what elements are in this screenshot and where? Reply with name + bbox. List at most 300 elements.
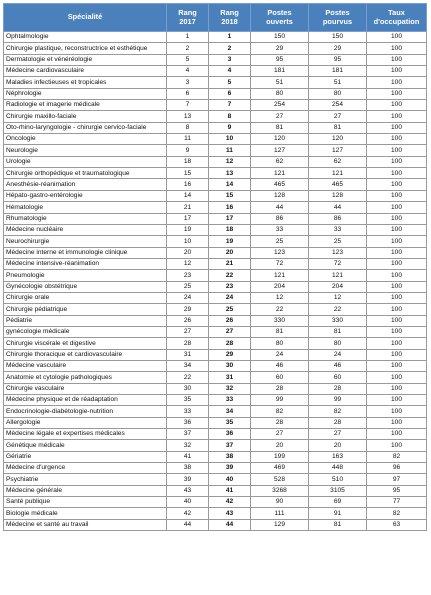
table-row: [4, 122, 427, 133]
cell-postes-pourvus: 80: [309, 338, 367, 349]
cell-postes-pourvus: 82: [309, 406, 367, 417]
cell-rang-2017: 13: [167, 111, 209, 122]
cell-taux-occupation: 100: [367, 43, 427, 54]
table-row: [4, 258, 427, 269]
table-row: [4, 43, 427, 54]
cell-postes-ouverts: 465: [251, 179, 309, 190]
cell-postes-pourvus: 62: [309, 156, 367, 167]
cell-taux-occupation: 100: [367, 66, 427, 77]
cell-specialite: Médecine vasculaire: [4, 360, 167, 371]
cell-taux-occupation: 100: [367, 281, 427, 292]
cell-postes-pourvus: 80: [309, 88, 367, 99]
cell-rang-2017: 15: [167, 168, 209, 179]
cell-postes-ouverts: 29: [251, 43, 309, 54]
cell-rang-2018: 29: [209, 349, 251, 360]
cell-taux-occupation: 100: [367, 406, 427, 417]
cell-rang-2017: 21: [167, 202, 209, 213]
cell-taux-occupation: 100: [367, 395, 427, 406]
cell-taux-occupation: 100: [367, 168, 427, 179]
cell-postes-pourvus: 28: [309, 417, 367, 428]
cell-taux-occupation: 100: [367, 315, 427, 326]
cell-taux-occupation: 82: [367, 451, 427, 462]
cell-taux-occupation: 100: [367, 202, 427, 213]
cell-specialite: Génétique médicale: [4, 440, 167, 451]
cell-postes-pourvus: 95: [309, 54, 367, 65]
cell-specialite: Médecine légale et expertises médicales: [4, 429, 167, 440]
cell-rang-2018: 8: [209, 111, 251, 122]
cell-rang-2018: 13: [209, 168, 251, 179]
cell-rang-2017: 42: [167, 508, 209, 519]
table-row: [4, 304, 427, 315]
table-row: [4, 463, 427, 474]
table-row: [4, 281, 427, 292]
cell-rang-2018: 36: [209, 429, 251, 440]
cell-postes-pourvus: 163: [309, 451, 367, 462]
table-row: [4, 66, 427, 77]
cell-rang-2018: 24: [209, 292, 251, 303]
cell-postes-ouverts: 330: [251, 315, 309, 326]
cell-postes-ouverts: 121: [251, 270, 309, 281]
cell-rang-2017: 3: [167, 77, 209, 88]
header-rang-2018-line2: 2018: [221, 16, 238, 26]
cell-postes-ouverts: 111: [251, 508, 309, 519]
cell-postes-ouverts: 181: [251, 66, 309, 77]
table-row: [4, 111, 427, 122]
header-rang-2017-line2: 2017: [179, 16, 196, 26]
table-row: [4, 54, 427, 65]
ranking-table-container: [3, 3, 426, 531]
cell-taux-occupation: 100: [367, 111, 427, 122]
cell-specialite: Dermatologie et vénéréologie: [4, 54, 167, 65]
table-row: [4, 88, 427, 99]
cell-rang-2017: 35: [167, 395, 209, 406]
cell-rang-2018: 1: [209, 32, 251, 43]
table-row: [4, 440, 427, 451]
cell-specialite: Pneumologie: [4, 270, 167, 281]
header-postes-ouverts: [251, 4, 309, 32]
cell-specialite: gynécologie médicale: [4, 326, 167, 337]
header-rang-2017-line1: Rang: [178, 8, 197, 18]
table-row: [4, 508, 427, 519]
cell-rang-2018: 27: [209, 326, 251, 337]
cell-specialite: Chirurgie orale: [4, 292, 167, 303]
table-row: [4, 270, 427, 281]
cell-rang-2017: 22: [167, 372, 209, 383]
cell-taux-occupation: 100: [367, 179, 427, 190]
cell-postes-ouverts: 60: [251, 372, 309, 383]
cell-taux-occupation: 97: [367, 474, 427, 485]
header-taux-line1: Taux: [388, 8, 405, 18]
cell-postes-pourvus: 465: [309, 179, 367, 190]
cell-taux-occupation: 100: [367, 440, 427, 451]
table-row: [4, 134, 427, 145]
table-row: [4, 292, 427, 303]
cell-postes-ouverts: 28: [251, 383, 309, 394]
cell-postes-ouverts: 90: [251, 497, 309, 508]
cell-postes-ouverts: 28: [251, 417, 309, 428]
cell-specialite: Santé publique: [4, 497, 167, 508]
cell-specialite: Endocrinologie-diabétologie-nutrition: [4, 406, 167, 417]
table-row: [4, 168, 427, 179]
cell-postes-pourvus: 24: [309, 349, 367, 360]
cell-specialite: Médecine cardiovasculaire: [4, 66, 167, 77]
table-row: [4, 156, 427, 167]
header-rang-2018: [209, 4, 251, 32]
table-row: [4, 360, 427, 371]
cell-rang-2018: 3: [209, 54, 251, 65]
specialty-ranking-table: [3, 3, 427, 531]
cell-postes-pourvus: 181: [309, 66, 367, 77]
cell-postes-pourvus: 81: [309, 326, 367, 337]
cell-taux-occupation: 100: [367, 429, 427, 440]
table-row: [4, 100, 427, 111]
cell-taux-occupation: 100: [367, 338, 427, 349]
cell-rang-2018: 38: [209, 451, 251, 462]
cell-postes-ouverts: 20: [251, 440, 309, 451]
cell-postes-pourvus: 120: [309, 134, 367, 145]
table-row: [4, 417, 427, 428]
cell-taux-occupation: 100: [367, 360, 427, 371]
cell-postes-pourvus: 25: [309, 236, 367, 247]
table-body: [4, 32, 427, 531]
header-specialite: Spécialité: [4, 4, 167, 32]
cell-rang-2018: 33: [209, 395, 251, 406]
header-taux-occupation: [367, 4, 427, 32]
cell-postes-ouverts: 81: [251, 122, 309, 133]
cell-postes-pourvus: 204: [309, 281, 367, 292]
cell-postes-ouverts: 51: [251, 77, 309, 88]
table-row: [4, 485, 427, 496]
cell-specialite: Anesthésie-réanimation: [4, 179, 167, 190]
cell-rang-2018: 10: [209, 134, 251, 145]
table-row: [4, 429, 427, 440]
cell-rang-2017: 19: [167, 224, 209, 235]
cell-specialite: Neurochirurgie: [4, 236, 167, 247]
cell-rang-2017: 43: [167, 485, 209, 496]
cell-specialite: Chirurgie pédiatrique: [4, 304, 167, 315]
table-row: [4, 202, 427, 213]
cell-postes-ouverts: 80: [251, 338, 309, 349]
cell-rang-2017: 14: [167, 190, 209, 201]
cell-rang-2017: 1: [167, 32, 209, 43]
cell-rang-2017: 17: [167, 213, 209, 224]
table-row: [4, 224, 427, 235]
table-row: [4, 77, 427, 88]
cell-rang-2017: 41: [167, 451, 209, 462]
cell-postes-ouverts: 12: [251, 292, 309, 303]
cell-rang-2018: 44: [209, 519, 251, 530]
cell-specialite: Pédiatrie: [4, 315, 167, 326]
cell-postes-ouverts: 24: [251, 349, 309, 360]
cell-taux-occupation: 100: [367, 304, 427, 315]
cell-rang-2018: 43: [209, 508, 251, 519]
cell-taux-occupation: 100: [367, 213, 427, 224]
cell-specialite: Médecine interne et immunologie clinique: [4, 247, 167, 258]
cell-postes-pourvus: 81: [309, 122, 367, 133]
cell-postes-pourvus: 121: [309, 168, 367, 179]
cell-postes-pourvus: 29: [309, 43, 367, 54]
cell-rang-2018: 23: [209, 281, 251, 292]
cell-rang-2018: 41: [209, 485, 251, 496]
cell-rang-2018: 14: [209, 179, 251, 190]
header-postes-ouverts-line2: ouverts: [266, 16, 293, 26]
cell-rang-2017: 16: [167, 179, 209, 190]
cell-rang-2018: 31: [209, 372, 251, 383]
cell-specialite: Médecine nucléaire: [4, 224, 167, 235]
cell-rang-2018: 17: [209, 213, 251, 224]
cell-taux-occupation: 100: [367, 383, 427, 394]
header-postes-pourvus: [309, 4, 367, 32]
cell-specialite: Maladies infectieuses et tropicales: [4, 77, 167, 88]
cell-postes-pourvus: 127: [309, 145, 367, 156]
cell-postes-ouverts: 528: [251, 474, 309, 485]
cell-rang-2018: 7: [209, 100, 251, 111]
cell-postes-pourvus: 330: [309, 315, 367, 326]
cell-postes-pourvus: 20: [309, 440, 367, 451]
table-row: [4, 395, 427, 406]
cell-specialite: Chirurgie vasculaire: [4, 383, 167, 394]
cell-specialite: Neurologie: [4, 145, 167, 156]
cell-postes-ouverts: 129: [251, 519, 309, 530]
cell-rang-2018: 21: [209, 258, 251, 269]
cell-specialite: Psychiatrie: [4, 474, 167, 485]
table-row: [4, 451, 427, 462]
cell-postes-ouverts: 82: [251, 406, 309, 417]
table-row: [4, 406, 427, 417]
cell-postes-pourvus: 27: [309, 111, 367, 122]
table-row: [4, 372, 427, 383]
table-row: [4, 383, 427, 394]
cell-specialite: Rhumatologie: [4, 213, 167, 224]
cell-specialite: Oto-rhino-laryngologie - chirurgie cervico-faciale: [4, 122, 167, 133]
cell-rang-2018: 32: [209, 383, 251, 394]
cell-rang-2017: 34: [167, 360, 209, 371]
cell-postes-pourvus: 28: [309, 383, 367, 394]
cell-postes-pourvus: 51: [309, 77, 367, 88]
cell-rang-2018: 5: [209, 77, 251, 88]
cell-postes-pourvus: 33: [309, 224, 367, 235]
cell-rang-2017: 11: [167, 134, 209, 145]
cell-postes-pourvus: 99: [309, 395, 367, 406]
cell-rang-2017: 24: [167, 292, 209, 303]
cell-rang-2018: 30: [209, 360, 251, 371]
table-row: [4, 213, 427, 224]
cell-taux-occupation: 95: [367, 485, 427, 496]
cell-taux-occupation: 100: [367, 54, 427, 65]
cell-taux-occupation: 100: [367, 122, 427, 133]
cell-postes-ouverts: 123: [251, 247, 309, 258]
cell-rang-2018: 12: [209, 156, 251, 167]
cell-taux-occupation: 63: [367, 519, 427, 530]
cell-postes-pourvus: 72: [309, 258, 367, 269]
cell-rang-2017: 44: [167, 519, 209, 530]
cell-postes-pourvus: 69: [309, 497, 367, 508]
cell-taux-occupation: 100: [367, 417, 427, 428]
cell-postes-ouverts: 128: [251, 190, 309, 201]
header-postes-pourvus-line2: pourvus: [322, 16, 353, 26]
cell-postes-pourvus: 12: [309, 292, 367, 303]
cell-specialite: Hépato-gastro-entérologie: [4, 190, 167, 201]
cell-rang-2017: 8: [167, 122, 209, 133]
cell-postes-ouverts: 86: [251, 213, 309, 224]
cell-taux-occupation: 100: [367, 145, 427, 156]
cell-rang-2018: 18: [209, 224, 251, 235]
cell-specialite: Chirurgie thoracique et cardiovasculaire: [4, 349, 167, 360]
cell-postes-ouverts: 33: [251, 224, 309, 235]
cell-specialite: Néphrologie: [4, 88, 167, 99]
cell-taux-occupation: 100: [367, 88, 427, 99]
cell-rang-2018: 2: [209, 43, 251, 54]
cell-rang-2017: 37: [167, 429, 209, 440]
cell-postes-ouverts: 204: [251, 281, 309, 292]
header-rang-2017: [167, 4, 209, 32]
cell-postes-pourvus: 123: [309, 247, 367, 258]
cell-postes-pourvus: 150: [309, 32, 367, 43]
cell-postes-pourvus: 448: [309, 463, 367, 474]
cell-postes-ouverts: 72: [251, 258, 309, 269]
cell-rang-2017: 7: [167, 100, 209, 111]
cell-rang-2017: 18: [167, 156, 209, 167]
cell-specialite: Radiologie et imagerie médicale: [4, 100, 167, 111]
cell-rang-2017: 38: [167, 463, 209, 474]
cell-rang-2018: 20: [209, 247, 251, 258]
cell-taux-occupation: 100: [367, 100, 427, 111]
cell-rang-2017: 32: [167, 440, 209, 451]
cell-postes-ouverts: 62: [251, 156, 309, 167]
cell-taux-occupation: 100: [367, 156, 427, 167]
cell-taux-occupation: 77: [367, 497, 427, 508]
cell-specialite: Chirurgie orthopédique et traumatologique: [4, 168, 167, 179]
table-row: [4, 474, 427, 485]
table-row: [4, 236, 427, 247]
cell-postes-ouverts: 27: [251, 111, 309, 122]
cell-specialite: Médecine générale: [4, 485, 167, 496]
cell-taux-occupation: 100: [367, 190, 427, 201]
cell-taux-occupation: 100: [367, 292, 427, 303]
cell-postes-pourvus: 27: [309, 429, 367, 440]
cell-rang-2018: 35: [209, 417, 251, 428]
cell-postes-ouverts: 22: [251, 304, 309, 315]
cell-rang-2018: 25: [209, 304, 251, 315]
cell-taux-occupation: 100: [367, 326, 427, 337]
cell-specialite: Gynécologie obstétrique: [4, 281, 167, 292]
cell-taux-occupation: 100: [367, 349, 427, 360]
cell-specialite: Médecine et santé au travail: [4, 519, 167, 530]
cell-rang-2017: 28: [167, 338, 209, 349]
cell-specialite: Hématologie: [4, 202, 167, 213]
cell-postes-ouverts: 120: [251, 134, 309, 145]
cell-rang-2017: 26: [167, 315, 209, 326]
cell-specialite: Anatomie et cytologie pathologiques: [4, 372, 167, 383]
cell-postes-pourvus: 254: [309, 100, 367, 111]
cell-rang-2017: 6: [167, 88, 209, 99]
cell-taux-occupation: 100: [367, 77, 427, 88]
cell-rang-2018: 4: [209, 66, 251, 77]
cell-specialite: Chirurgie plastique, reconstructrice et esthétique: [4, 43, 167, 54]
cell-rang-2018: 15: [209, 190, 251, 201]
cell-rang-2017: 29: [167, 304, 209, 315]
cell-postes-ouverts: 254: [251, 100, 309, 111]
cell-postes-pourvus: 128: [309, 190, 367, 201]
table-row: [4, 349, 427, 360]
header-postes-pourvus-line1: Postes: [325, 8, 350, 18]
cell-specialite: Biologie médicale: [4, 508, 167, 519]
cell-specialite: Médecine intensive-réanimation: [4, 258, 167, 269]
cell-rang-2017: 5: [167, 54, 209, 65]
header-rang-2018-line1: Rang: [220, 8, 239, 18]
cell-specialite: Urologie: [4, 156, 167, 167]
cell-taux-occupation: 100: [367, 32, 427, 43]
cell-rang-2018: 40: [209, 474, 251, 485]
cell-postes-ouverts: 199: [251, 451, 309, 462]
cell-postes-ouverts: 25: [251, 236, 309, 247]
cell-postes-ouverts: 99: [251, 395, 309, 406]
cell-rang-2018: 26: [209, 315, 251, 326]
cell-taux-occupation: 100: [367, 270, 427, 281]
cell-rang-2018: 6: [209, 88, 251, 99]
cell-rang-2017: 10: [167, 236, 209, 247]
cell-rang-2017: 31: [167, 349, 209, 360]
cell-specialite: Oncologie: [4, 134, 167, 145]
cell-taux-occupation: 100: [367, 224, 427, 235]
cell-specialite: Ophtalmologie: [4, 32, 167, 43]
cell-rang-2017: 23: [167, 270, 209, 281]
cell-rang-2017: 40: [167, 497, 209, 508]
header-postes-ouverts-line1: Postes: [267, 8, 292, 18]
table-row: [4, 519, 427, 530]
cell-taux-occupation: 82: [367, 508, 427, 519]
cell-rang-2017: 20: [167, 247, 209, 258]
header-taux-line2: d'occupation: [373, 16, 420, 26]
cell-rang-2018: 34: [209, 406, 251, 417]
cell-postes-ouverts: 150: [251, 32, 309, 43]
cell-postes-ouverts: 469: [251, 463, 309, 474]
cell-postes-ouverts: 44: [251, 202, 309, 213]
table-row: [4, 247, 427, 258]
cell-postes-pourvus: 60: [309, 372, 367, 383]
cell-rang-2017: 25: [167, 281, 209, 292]
cell-taux-occupation: 96: [367, 463, 427, 474]
cell-postes-pourvus: 510: [309, 474, 367, 485]
cell-postes-ouverts: 81: [251, 326, 309, 337]
cell-rang-2018: 19: [209, 236, 251, 247]
cell-postes-pourvus: 91: [309, 508, 367, 519]
cell-rang-2017: 27: [167, 326, 209, 337]
table-row: [4, 145, 427, 156]
table-row: [4, 190, 427, 201]
table-row: [4, 497, 427, 508]
cell-taux-occupation: 100: [367, 134, 427, 145]
cell-rang-2018: 42: [209, 497, 251, 508]
cell-rang-2017: 33: [167, 406, 209, 417]
cell-rang-2017: 30: [167, 383, 209, 394]
cell-taux-occupation: 100: [367, 247, 427, 258]
cell-postes-ouverts: 27: [251, 429, 309, 440]
table-row: [4, 326, 427, 337]
cell-rang-2018: 28: [209, 338, 251, 349]
cell-postes-ouverts: 3268: [251, 485, 309, 496]
cell-taux-occupation: 100: [367, 258, 427, 269]
cell-postes-pourvus: 22: [309, 304, 367, 315]
cell-postes-ouverts: 80: [251, 88, 309, 99]
cell-rang-2017: 9: [167, 145, 209, 156]
table-row: [4, 32, 427, 43]
cell-postes-pourvus: 121: [309, 270, 367, 281]
cell-rang-2017: 2: [167, 43, 209, 54]
table-row: [4, 179, 427, 190]
cell-postes-ouverts: 46: [251, 360, 309, 371]
table-row: [4, 338, 427, 349]
